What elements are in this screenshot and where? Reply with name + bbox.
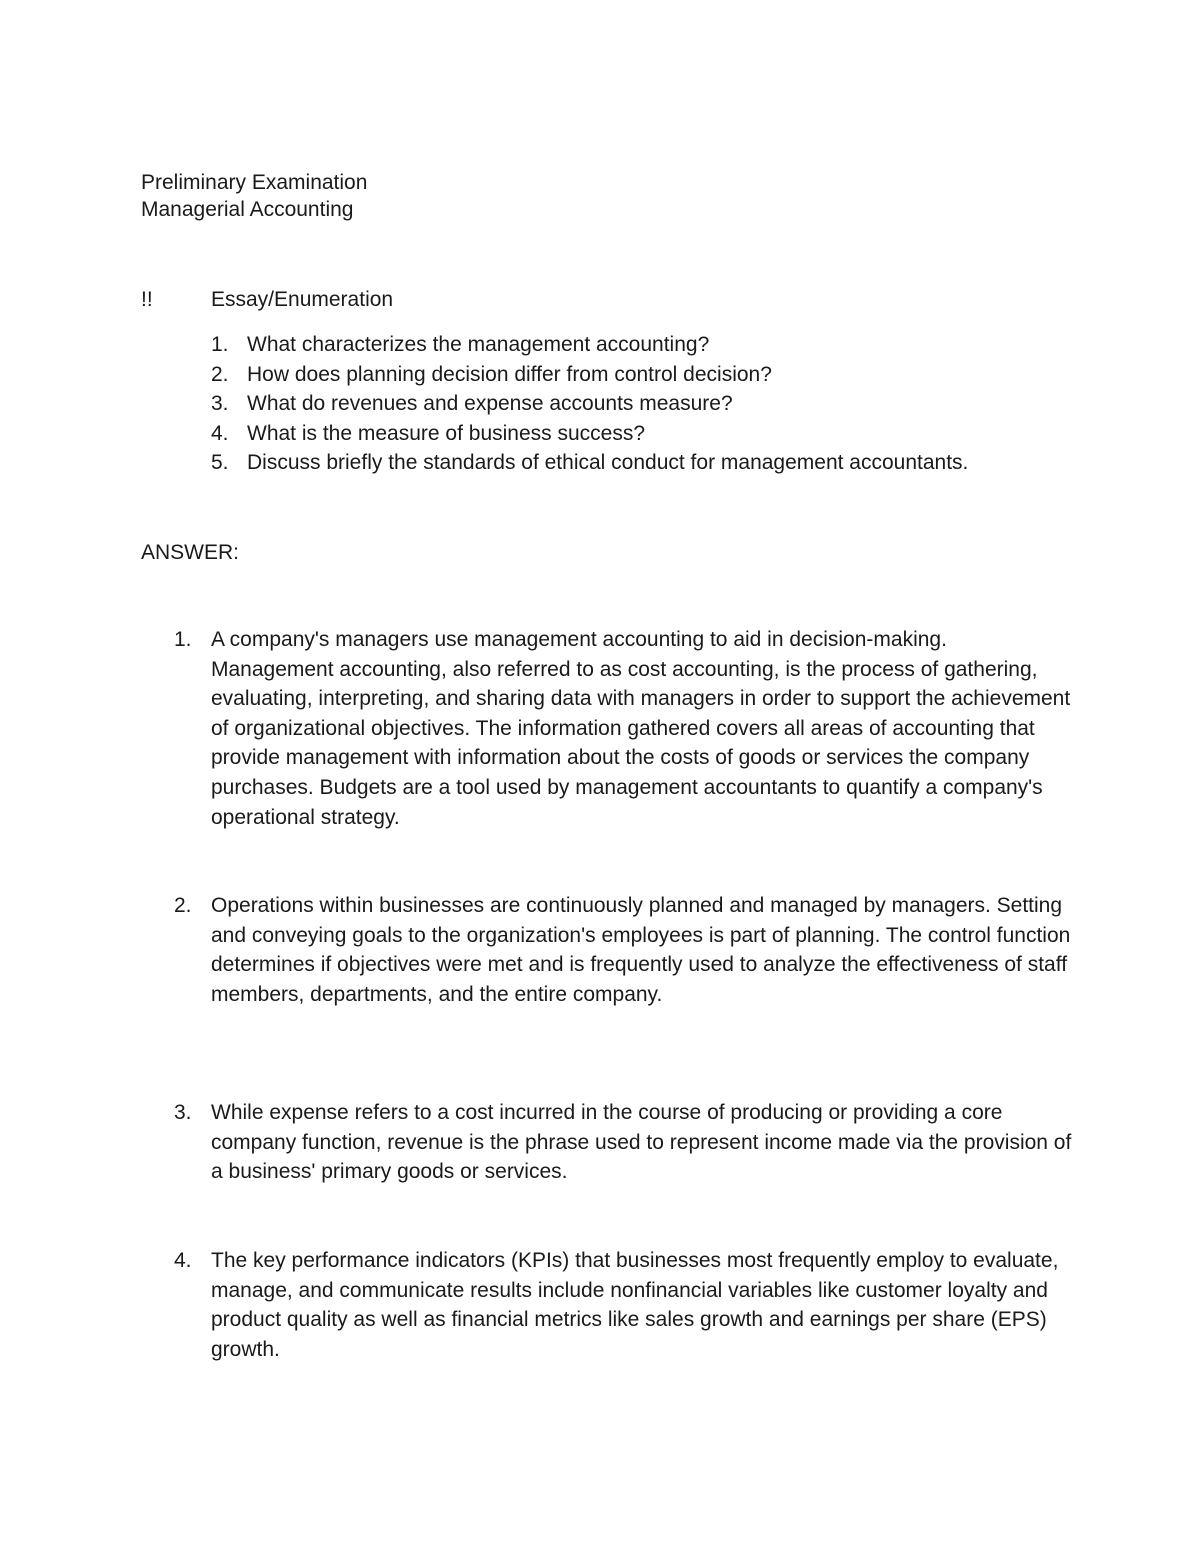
course-title: Managerial Accounting: [141, 198, 354, 221]
question-number: 2.: [211, 362, 229, 386]
question-list: [211, 330, 1111, 478]
question-number: 1.: [211, 333, 229, 356]
answer-item: [174, 1098, 1074, 1187]
question-item: [211, 360, 1111, 390]
answer-item: [174, 625, 1074, 832]
answer-number: 2.: [174, 894, 192, 917]
answer-item: [174, 891, 1074, 1009]
answer-number: 1.: [174, 628, 192, 651]
answer-text: While expense refers to a cost incurred in the course of producing or providing a core company function, revenue is the phrase used to represent income made via the provision of a business' primary goods or services.: [211, 1101, 1072, 1184]
answer-number: 3.: [174, 1101, 192, 1124]
question-item: [211, 419, 1111, 449]
question-text: What do revenues and expense accounts measure?: [247, 392, 733, 416]
question-number: 3.: [211, 392, 229, 416]
question-text: Discuss briefly the standards of ethical conduct for management accountants.: [247, 451, 969, 475]
question-number: 5.: [211, 451, 229, 475]
answer-heading: ANSWER:: [141, 541, 240, 564]
question-text: How does planning decision differ from control decision?: [247, 362, 772, 386]
answer-number: 4.: [174, 1249, 192, 1272]
exam-title: Preliminary Examination: [141, 171, 368, 194]
question-item: [211, 330, 1111, 360]
section-marker: !!: [141, 288, 153, 311]
question-item: [211, 389, 1111, 419]
question-number: 4.: [211, 421, 229, 445]
question-item: [211, 448, 1111, 478]
answer-text: Operations within businesses are continuously planned and managed by managers. Setting and conveying goals to the organization's employees is part of planning. The control function determines if objectives were met and is frequently used to analyze the effectiveness of staff members, departments, and the entire company.: [211, 894, 1071, 1006]
answer-text: A company's managers use management accounting to aid in decision-making. Management accounting, also referred to as cost accounting, is the process of gathering, evaluating, interpreting, and sharing data with managers in order to support the achievement of organizational objectives. The information gathered covers all areas of accounting that provide management with information about the costs of goods or services the company purchases. Budgets are a tool used by management accountants to quantify a company's operational strategy.: [211, 628, 1071, 829]
question-text: What characterizes the management accounting?: [247, 333, 710, 356]
answer-text: The key performance indicators (KPIs) that businesses most frequently employ to evaluate, manage, and communicate results include nonfinancial variables like customer loyalty and product quality as well as financial metrics like sales growth and earnings per share (EPS) growth.: [211, 1249, 1059, 1361]
question-text: What is the measure of business success?: [247, 421, 646, 445]
section-title: Essay/Enumeration: [211, 288, 394, 311]
answer-item: [174, 1246, 1074, 1364]
